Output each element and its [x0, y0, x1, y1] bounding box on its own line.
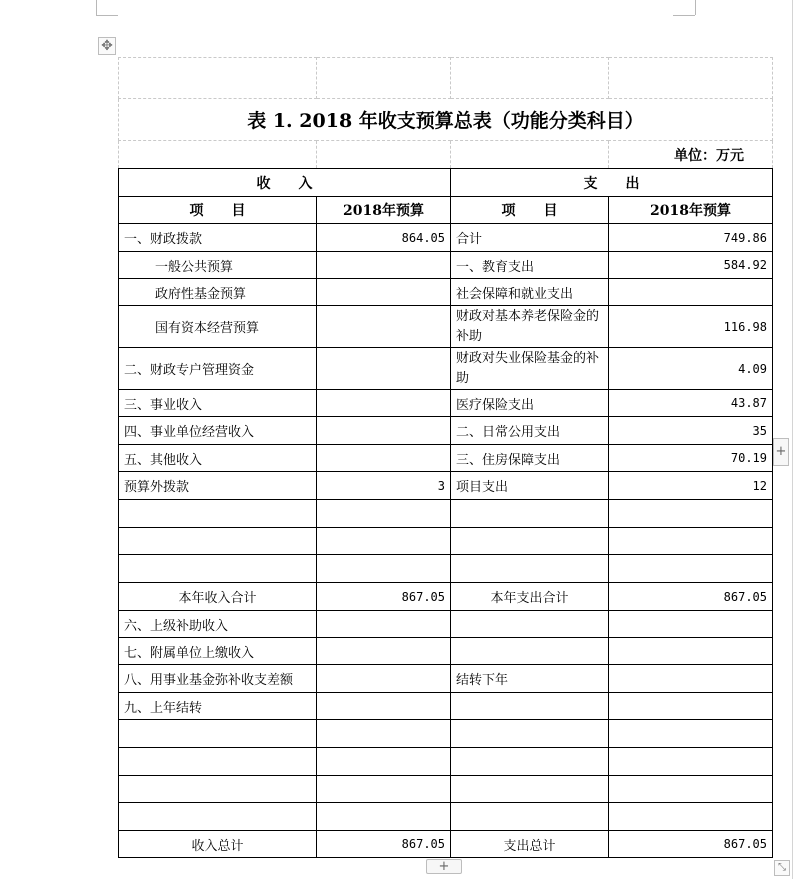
expense-item-cell [451, 720, 609, 748]
expense-value-cell [609, 693, 773, 720]
expense-value-cell [609, 776, 773, 803]
income-value-cell [317, 306, 451, 348]
page-corner-mark-right [695, 0, 696, 15]
expense-value-cell: 70.19 [609, 445, 773, 472]
table-row [119, 720, 773, 748]
table-row [119, 803, 773, 831]
income-item-cell [119, 528, 317, 555]
income-item-cell: 政府性基金预算 [119, 279, 317, 306]
table-row [119, 583, 773, 611]
section-header-row [119, 169, 773, 197]
income-item-cell: 四、事业单位经营收入 [119, 417, 317, 445]
expense-item-cell [451, 528, 609, 555]
income-value-cell [317, 555, 451, 583]
table-row [119, 390, 773, 417]
table-row [119, 417, 773, 445]
table-row [119, 306, 773, 348]
table-row [119, 611, 773, 638]
expense-value-cell [609, 720, 773, 748]
expense-item-cell [451, 500, 609, 528]
page-corner-mark-right-h [673, 15, 695, 16]
income-item-cell: 本年收入合计 [119, 583, 317, 611]
expense-item-cell: 结转下年 [451, 665, 609, 693]
page-corner-mark-left-h [96, 15, 118, 16]
expense-item-cell: 项目支出 [451, 472, 609, 500]
expense-item-cell: 合计 [451, 224, 609, 252]
expense-item-cell [451, 776, 609, 803]
table-row [119, 693, 773, 720]
income-value-cell [317, 720, 451, 748]
income-item-cell: 三、事业收入 [119, 390, 317, 417]
expense-value-cell [609, 748, 773, 776]
title-row [119, 99, 773, 141]
income-budget-header: 2018年预算 [317, 197, 451, 224]
expense-value-cell [609, 665, 773, 693]
table-row [119, 445, 773, 472]
column-header-row [119, 197, 773, 224]
table-row [119, 500, 773, 528]
income-value-cell [317, 252, 451, 279]
table-row [119, 252, 773, 279]
expense-value-cell: 584.92 [609, 252, 773, 279]
income-value-cell [317, 417, 451, 445]
expense-value-cell [609, 611, 773, 638]
unit-row [119, 141, 773, 169]
income-item-cell: 六、上级补助收入 [119, 611, 317, 638]
expense-item-cell [451, 555, 609, 583]
income-item-cell: 九、上年结转 [119, 693, 317, 720]
table-row [119, 776, 773, 803]
page-edge [792, 0, 793, 879]
income-item-cell: 预算外拨款 [119, 472, 317, 500]
expense-value-cell [609, 555, 773, 583]
income-item-cell: 二、财政专户管理资金 [119, 348, 317, 390]
add-row-button[interactable]: + [426, 859, 462, 874]
expense-value-cell: 867.05 [609, 583, 773, 611]
expense-value-cell: 749.86 [609, 224, 773, 252]
table-row [119, 555, 773, 583]
table-row [119, 528, 773, 555]
table-row [119, 224, 773, 252]
expense-item-header: 项 目 [451, 197, 609, 224]
income-value-cell [317, 279, 451, 306]
income-item-cell: 五、其他收入 [119, 445, 317, 472]
expense-item-cell [451, 638, 609, 665]
income-value-cell [317, 638, 451, 665]
table-row [119, 638, 773, 665]
expense-item-cell: 财政对基本养老保险金的补助 [451, 306, 609, 348]
table-resize-handle-icon[interactable]: ⤡ [774, 860, 790, 876]
unit-label: 单位：万元 [609, 141, 773, 169]
table-move-handle-icon[interactable]: ✥ [98, 37, 116, 55]
income-item-cell [119, 776, 317, 803]
income-item-cell: 一、财政拨款 [119, 224, 317, 252]
income-value-cell [317, 528, 451, 555]
expense-item-cell: 财政对失业保险基金的补助 [451, 348, 609, 390]
income-item-cell: 国有资本经营预算 [119, 306, 317, 348]
expense-item-cell: 一、教育支出 [451, 252, 609, 279]
expense-item-cell [451, 803, 609, 831]
income-value-cell: 864.05 [317, 224, 451, 252]
income-item-cell: 七、附属单位上缴收入 [119, 638, 317, 665]
expense-item-cell: 社会保障和就业支出 [451, 279, 609, 306]
expense-item-cell: 医疗保险支出 [451, 390, 609, 417]
blank-top-row [119, 58, 773, 99]
expense-item-cell: 支出总计 [451, 831, 609, 858]
income-item-header: 项 目 [119, 197, 317, 224]
income-header: 收 入 [119, 169, 451, 197]
expense-value-cell [609, 528, 773, 555]
income-item-cell [119, 748, 317, 776]
expense-item-cell: 二、日常公用支出 [451, 417, 609, 445]
expense-item-cell: 本年支出合计 [451, 583, 609, 611]
expense-header: 支 出 [451, 169, 773, 197]
expense-item-cell: 三、住房保障支出 [451, 445, 609, 472]
expense-value-cell: 43.87 [609, 390, 773, 417]
income-item-cell [119, 803, 317, 831]
table-row [119, 665, 773, 693]
table-title: 表 1. 2018 年收支预算总表（功能分类科目） [119, 99, 773, 141]
income-value-cell [317, 803, 451, 831]
expense-item-cell [451, 611, 609, 638]
income-item-cell [119, 500, 317, 528]
expense-value-cell [609, 279, 773, 306]
expense-item-cell [451, 748, 609, 776]
income-item-cell [119, 720, 317, 748]
income-value-cell [317, 665, 451, 693]
income-item-cell: 一般公共预算 [119, 252, 317, 279]
expense-value-cell [609, 638, 773, 665]
income-value-cell [317, 693, 451, 720]
expense-value-cell: 35 [609, 417, 773, 445]
expense-value-cell: 867.05 [609, 831, 773, 858]
table-row [119, 748, 773, 776]
expense-value-cell [609, 500, 773, 528]
income-item-cell: 收入总计 [119, 831, 317, 858]
table-row [119, 472, 773, 500]
income-value-cell [317, 445, 451, 472]
income-item-cell [119, 555, 317, 583]
table-row [119, 348, 773, 390]
income-value-cell: 867.05 [317, 583, 451, 611]
expense-value-cell: 116.98 [609, 306, 773, 348]
table-row [119, 831, 773, 858]
table-row [119, 279, 773, 306]
income-value-cell [317, 748, 451, 776]
income-value-cell [317, 611, 451, 638]
expense-value-cell [609, 803, 773, 831]
income-value-cell [317, 776, 451, 803]
budget-table [118, 57, 773, 858]
add-column-button[interactable]: + [773, 438, 789, 466]
income-value-cell: 3 [317, 472, 451, 500]
expense-value-cell: 4.09 [609, 348, 773, 390]
income-value-cell [317, 500, 451, 528]
income-value-cell: 867.05 [317, 831, 451, 858]
page-corner-mark-left [96, 0, 97, 15]
income-item-cell: 八、用事业基金弥补收支差额 [119, 665, 317, 693]
expense-item-cell [451, 693, 609, 720]
income-value-cell [317, 348, 451, 390]
expense-budget-header: 2018年预算 [609, 197, 773, 224]
income-value-cell [317, 390, 451, 417]
expense-value-cell: 12 [609, 472, 773, 500]
